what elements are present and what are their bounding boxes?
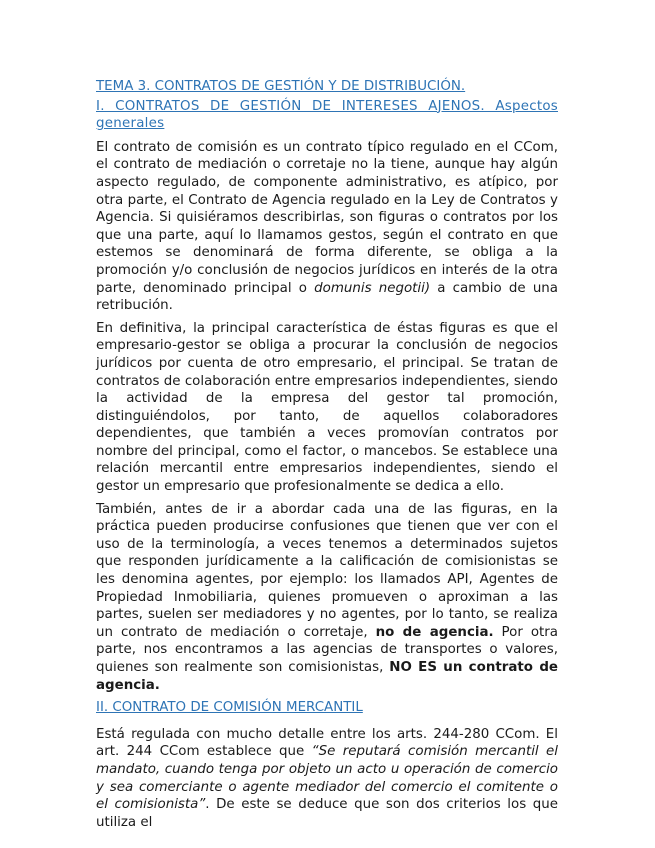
paragraph-3-text-b: Por otra parte, nos encontramos a las agencias de transportes o valores, quienes son realmente son comisionistas,: [96, 624, 558, 675]
paragraph-4-text-b: . De este se deduce que son dos criterios los que utiliza el: [96, 797, 558, 830]
paragraph-1: [96, 139, 558, 315]
paragraph-4-text-a: Está regulada con mucho detalle entre los arts. 244-280 CCom. El art. 244 CCom establece que: [96, 726, 558, 760]
paragraph-2: En definitiva, la principal característica de éstas figuras es que el empresario-gestor se obliga a procurar la conclusión de negocios jurídicos por cuenta de otro empresario, el principal. Se tratan de contratos de colaboración entre empresarios independientes, siendo la actividad de la empresa del gestor tal promoción, distinguiéndolos, por tanto, de aquellos colaboradores dependientes, que también a veces promovían contratos por nombre del principal, como el factor, o mancebos. Se establece una relación mercantil entre empresarios independientes, siendo el gestor un empresario que profesionalmente se dedica a ello.: [96, 320, 558, 495]
paragraph-3: [96, 501, 558, 695]
section-heading-1: I. CONTRATOS DE GESTIÓN DE INTERESES AJENOS. Aspectos generales: [96, 98, 558, 132]
paragraph-3-bold-a: no de agencia.: [375, 624, 494, 640]
paragraph-4-italic: “Se reputará comisión mercantil el mandato, cuando tenga por objeto un acto u operación de comercio y sea comerciante o agente mediador del comercio el comitente o el comisionista”: [96, 744, 558, 813]
paragraph-3-bold-b: NO ES un contrato de agencia.: [96, 660, 558, 693]
paragraph-1-text-b: a cambio de una retribución.: [96, 280, 558, 314]
paragraph-1-text-a: El contrato de comisión es un contrato típico regulado en el CCom, el contrato de mediación o corretaje no la tiene, aunque hay algún aspecto regulado, de componente administrativo, es atípico, por otra parte, el Contrato de Agencia regulado en la Ley de Contratos y Agencia. Si quisiéramos describirlas, son figuras o contratos por los que una parte, aquí lo llamamos gestos, según el contrato en que estemos se denominará de forma diferente, se obliga a la promoción y/o conclusión de negocios jurídicos en interés de la otra parte, denominado principal o: [96, 139, 558, 296]
section-heading-2: II. CONTRATO DE COMISIÓN MERCANTIL: [96, 700, 363, 716]
paragraph-4: [96, 726, 558, 832]
paragraph-1-italic: domunis negotii): [314, 280, 431, 296]
paragraph-3-text-a: También, antes de ir a abordar cada una de las figuras, en la práctica pueden producirse confusiones que tienen que ver con el uso de la terminología, a veces tenemos a determinados sujetos que responden jurídicamente a la calificación de comisionistas se les denomina agentes, por ejemplo: los llamados API, Agentes de Propiedad Inmobiliaria, quienes promueven o aproximan a las partes, suelen ser mediadores y no agentes, por lo tanto, se realiza un contrato de mediación o corretaje,: [96, 501, 558, 640]
document-title: TEMA 3. CONTRATOS DE GESTIÓN Y DE DISTRIBUCIÓN.: [96, 79, 466, 94]
